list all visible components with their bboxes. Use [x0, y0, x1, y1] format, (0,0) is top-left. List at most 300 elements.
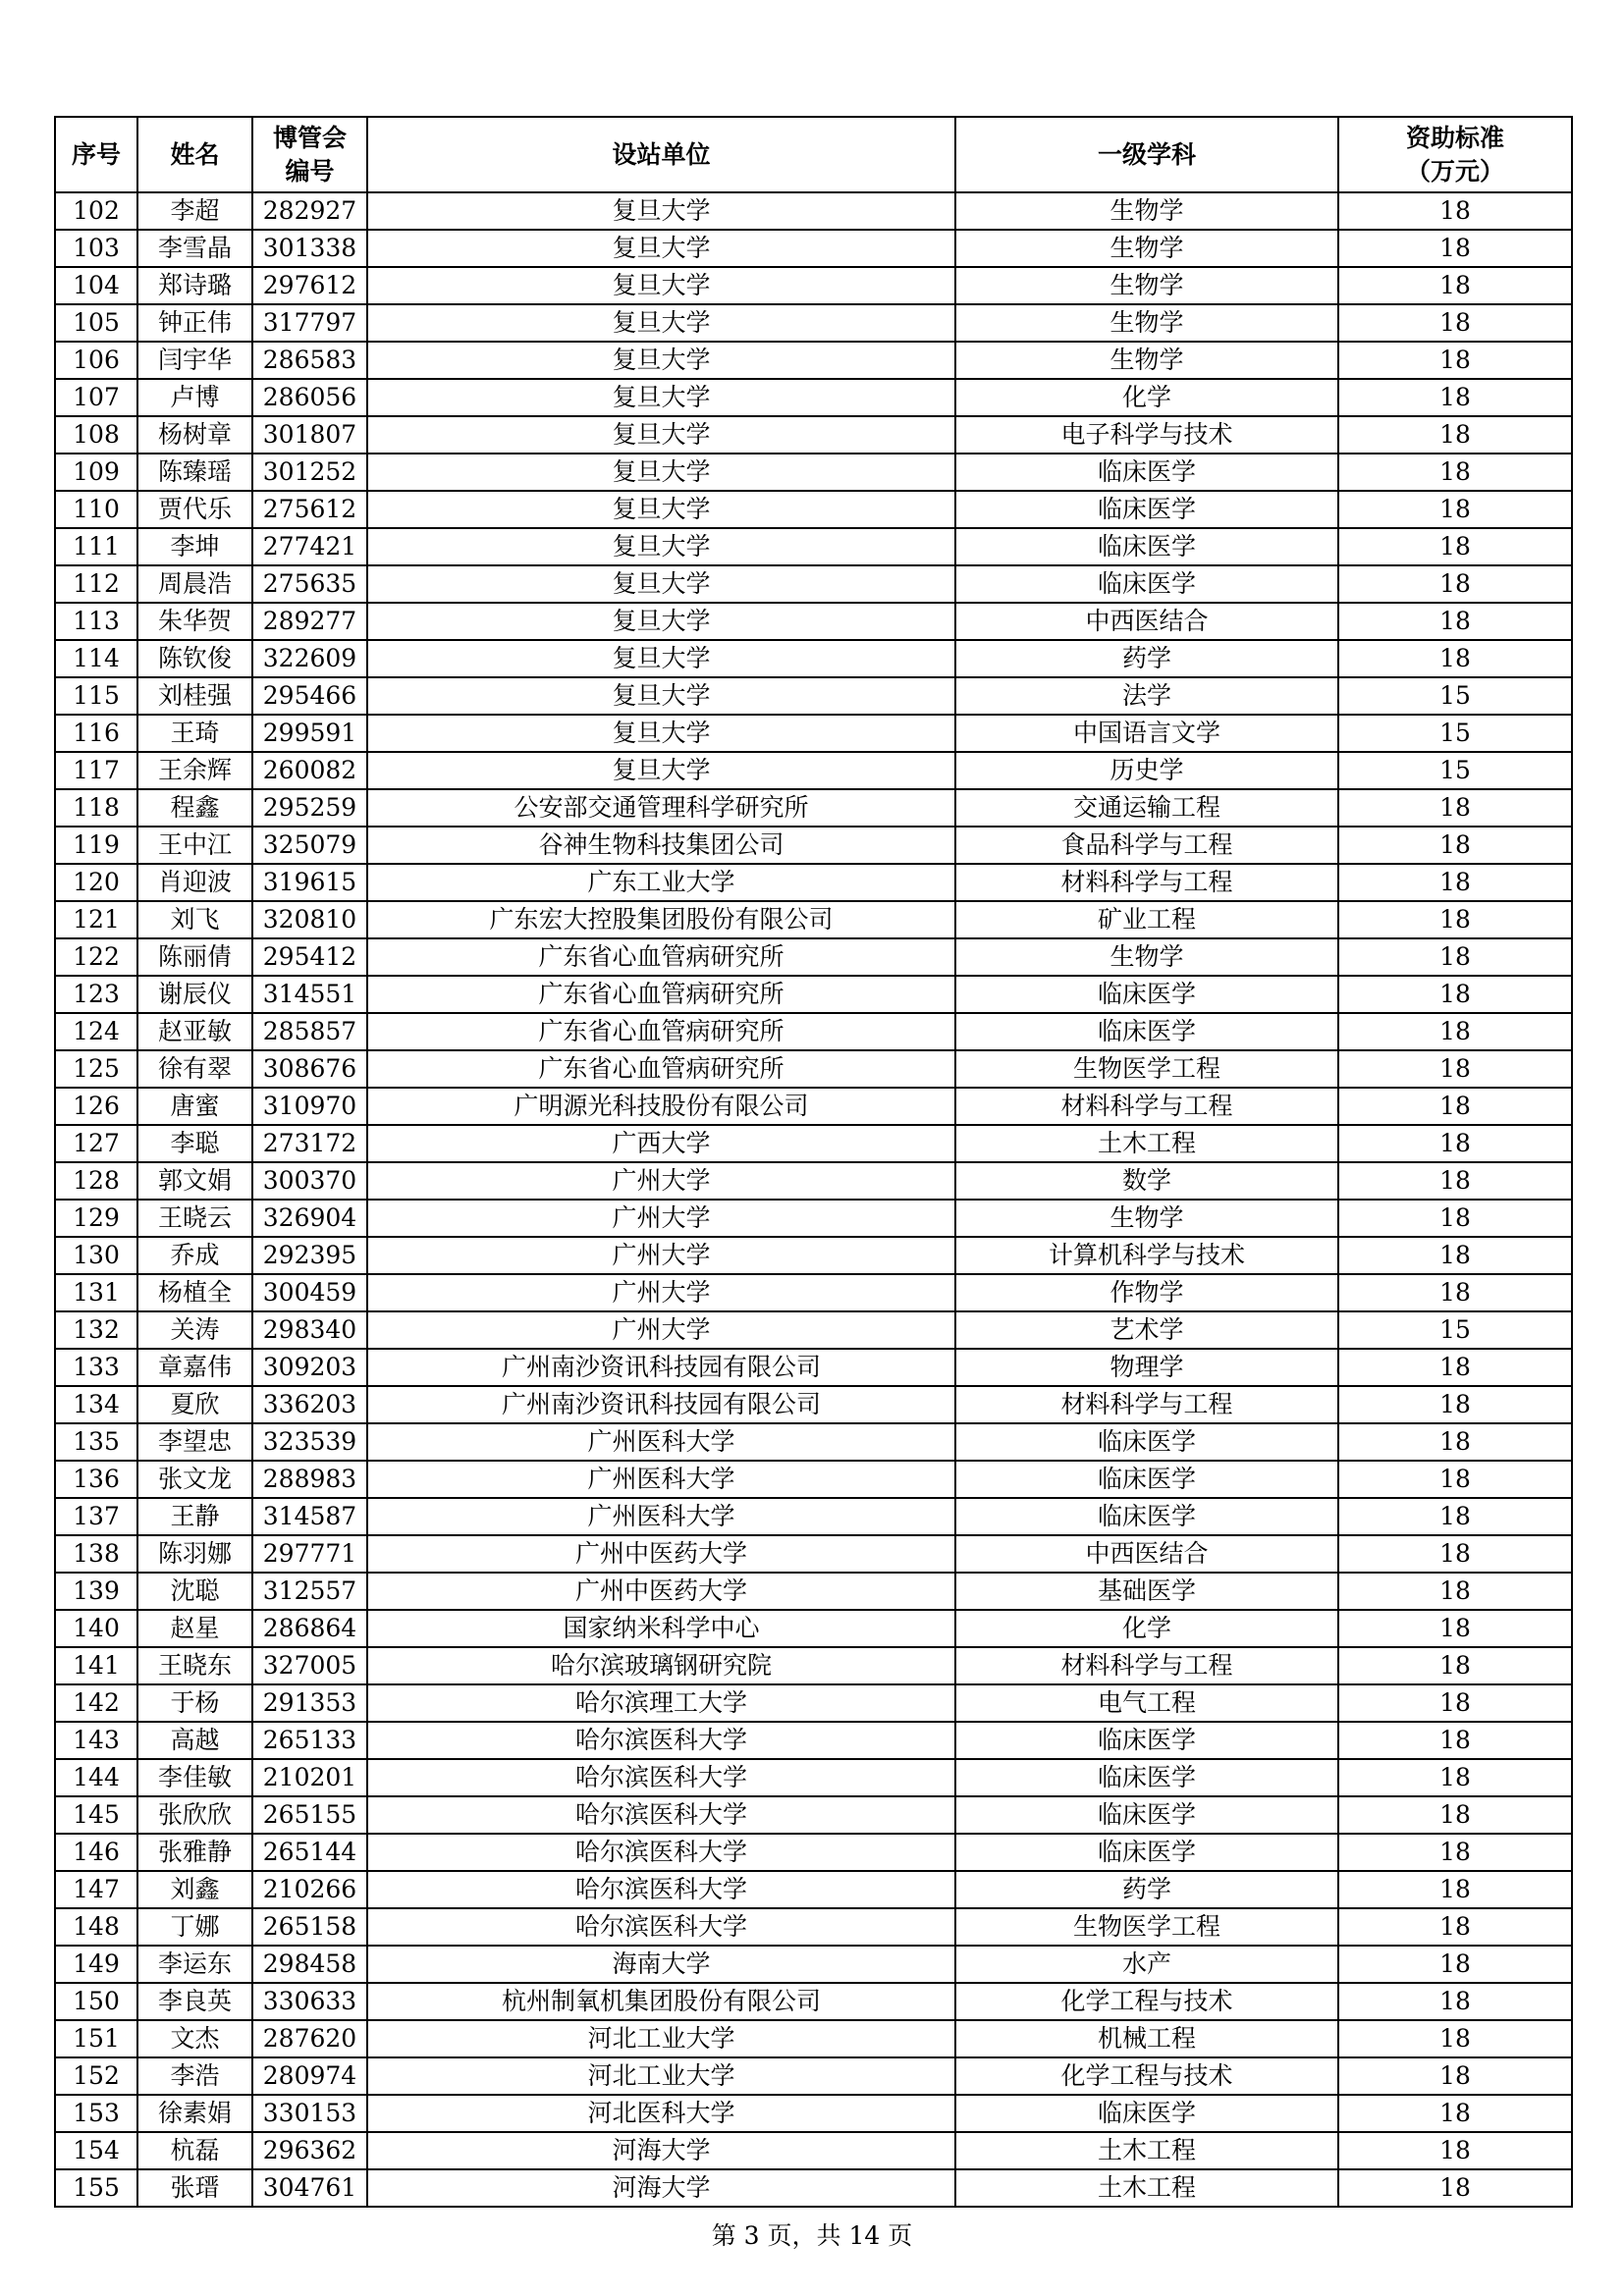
table-row — [55, 304, 1572, 342]
header-no: 序号 — [55, 117, 137, 192]
cell-funding: 18 — [1338, 1050, 1572, 1088]
cell-funding: 18 — [1338, 192, 1572, 230]
cell-id: 300459 — [252, 1274, 367, 1311]
table-row — [55, 230, 1572, 267]
cell-discipline: 中国语言文学 — [955, 715, 1338, 752]
cell-discipline: 临床医学 — [955, 1461, 1338, 1498]
table-row — [55, 2057, 1572, 2095]
cell-unit: 复旦大学 — [367, 715, 955, 752]
cell-name: 程鑫 — [137, 789, 252, 827]
table-row — [55, 1647, 1572, 1684]
cell-discipline: 中西医结合 — [955, 603, 1338, 640]
cell-no: 119 — [55, 827, 137, 864]
cell-unit: 复旦大学 — [367, 304, 955, 342]
cell-funding: 18 — [1338, 1722, 1572, 1759]
cell-funding: 18 — [1338, 2095, 1572, 2132]
cell-funding: 18 — [1338, 976, 1572, 1013]
cell-unit: 哈尔滨医科大学 — [367, 1834, 955, 1871]
cell-unit: 广东省心血管病研究所 — [367, 938, 955, 976]
cell-discipline: 材料科学与工程 — [955, 1088, 1338, 1125]
cell-funding: 18 — [1338, 827, 1572, 864]
cell-funding: 18 — [1338, 304, 1572, 342]
cell-funding: 15 — [1338, 1311, 1572, 1349]
cell-no: 116 — [55, 715, 137, 752]
cell-unit: 哈尔滨医科大学 — [367, 1908, 955, 1946]
table-row — [55, 379, 1572, 416]
cell-discipline: 化学 — [955, 1610, 1338, 1647]
table-row — [55, 1908, 1572, 1946]
cell-unit: 广州大学 — [367, 1162, 955, 1200]
cell-discipline: 机械工程 — [955, 2020, 1338, 2057]
cell-funding: 18 — [1338, 640, 1572, 677]
table-row — [55, 827, 1572, 864]
table-row — [55, 640, 1572, 677]
cell-name: 刘飞 — [137, 901, 252, 938]
cell-funding: 18 — [1338, 603, 1572, 640]
table-row — [55, 2020, 1572, 2057]
table-header — [55, 117, 1572, 192]
cell-id: 260082 — [252, 752, 367, 789]
cell-unit: 海南大学 — [367, 1946, 955, 1983]
cell-id: 265158 — [252, 1908, 367, 1946]
cell-name: 乔成 — [137, 1237, 252, 1274]
cell-no: 104 — [55, 267, 137, 304]
cell-discipline: 数学 — [955, 1162, 1338, 1200]
cell-id: 210266 — [252, 1871, 367, 1908]
cell-id: 286056 — [252, 379, 367, 416]
cell-id: 277421 — [252, 528, 367, 565]
cell-no: 151 — [55, 2020, 137, 2057]
cell-unit: 哈尔滨医科大学 — [367, 1759, 955, 1796]
cell-unit: 复旦大学 — [367, 528, 955, 565]
cell-unit: 国家纳米科学中心 — [367, 1610, 955, 1647]
cell-unit: 公安部交通管理科学研究所 — [367, 789, 955, 827]
cell-name: 李良英 — [137, 1983, 252, 2020]
cell-id: 296362 — [252, 2132, 367, 2169]
cell-funding: 18 — [1338, 789, 1572, 827]
cell-id: 312557 — [252, 1573, 367, 1610]
cell-name: 闫宇华 — [137, 342, 252, 379]
cell-name: 陈臻瑶 — [137, 454, 252, 491]
cell-discipline: 生物学 — [955, 267, 1338, 304]
cell-funding: 18 — [1338, 491, 1572, 528]
cell-unit: 河北工业大学 — [367, 2057, 955, 2095]
cell-id: 298340 — [252, 1311, 367, 1349]
cell-discipline: 水产 — [955, 1946, 1338, 1983]
cell-id: 265155 — [252, 1796, 367, 1834]
cell-name: 李坤 — [137, 528, 252, 565]
cell-id: 297771 — [252, 1535, 367, 1573]
header-id — [252, 117, 367, 192]
cell-id: 287620 — [252, 2020, 367, 2057]
cell-discipline: 临床医学 — [955, 1423, 1338, 1461]
table-row — [55, 789, 1572, 827]
header-unit: 设站单位 — [367, 117, 955, 192]
cell-discipline: 生物学 — [955, 192, 1338, 230]
cell-name: 刘鑫 — [137, 1871, 252, 1908]
cell-unit: 哈尔滨医科大学 — [367, 1871, 955, 1908]
cell-no: 123 — [55, 976, 137, 1013]
cell-id: 288983 — [252, 1461, 367, 1498]
cell-id: 300370 — [252, 1162, 367, 1200]
cell-no: 115 — [55, 677, 137, 715]
table-row — [55, 1349, 1572, 1386]
cell-id: 280974 — [252, 2057, 367, 2095]
table-row — [55, 1423, 1572, 1461]
funding-list-table — [54, 116, 1573, 2208]
cell-no: 126 — [55, 1088, 137, 1125]
cell-discipline: 土木工程 — [955, 2169, 1338, 2207]
cell-unit: 复旦大学 — [367, 230, 955, 267]
cell-name: 章嘉伟 — [137, 1349, 252, 1386]
cell-funding: 18 — [1338, 1834, 1572, 1871]
cell-unit: 广东省心血管病研究所 — [367, 1013, 955, 1050]
table-row — [55, 1125, 1572, 1162]
cell-no: 134 — [55, 1386, 137, 1423]
cell-no: 107 — [55, 379, 137, 416]
cell-funding: 18 — [1338, 1461, 1572, 1498]
cell-no: 121 — [55, 901, 137, 938]
table-row — [55, 1759, 1572, 1796]
cell-no: 102 — [55, 192, 137, 230]
cell-id: 330633 — [252, 1983, 367, 2020]
cell-id: 314551 — [252, 976, 367, 1013]
cell-no: 147 — [55, 1871, 137, 1908]
cell-name: 卢博 — [137, 379, 252, 416]
cell-discipline: 生物医学工程 — [955, 1050, 1338, 1088]
cell-discipline: 临床医学 — [955, 1796, 1338, 1834]
cell-id: 310970 — [252, 1088, 367, 1125]
cell-unit: 谷神生物科技集团公司 — [367, 827, 955, 864]
cell-funding: 18 — [1338, 230, 1572, 267]
table-row — [55, 1573, 1572, 1610]
cell-discipline: 临床医学 — [955, 491, 1338, 528]
cell-id: 299591 — [252, 715, 367, 752]
cell-discipline: 药学 — [955, 1871, 1338, 1908]
cell-discipline: 土木工程 — [955, 1125, 1338, 1162]
header-id-line1: 博管会 — [272, 123, 347, 152]
cell-discipline: 作物学 — [955, 1274, 1338, 1311]
cell-name: 刘桂强 — [137, 677, 252, 715]
cell-funding: 18 — [1338, 454, 1572, 491]
cell-no: 146 — [55, 1834, 137, 1871]
cell-name: 李运东 — [137, 1946, 252, 1983]
cell-discipline: 材料科学与工程 — [955, 1386, 1338, 1423]
cell-no: 153 — [55, 2095, 137, 2132]
cell-id: 295412 — [252, 938, 367, 976]
cell-no: 149 — [55, 1946, 137, 1983]
cell-id: 330153 — [252, 2095, 367, 2132]
cell-funding: 18 — [1338, 1759, 1572, 1796]
header-row — [55, 117, 1572, 192]
table-row — [55, 1088, 1572, 1125]
cell-discipline: 生物学 — [955, 938, 1338, 976]
cell-unit: 复旦大学 — [367, 192, 955, 230]
cell-unit: 复旦大学 — [367, 752, 955, 789]
cell-funding: 18 — [1338, 342, 1572, 379]
cell-discipline: 临床医学 — [955, 1759, 1338, 1796]
cell-no: 128 — [55, 1162, 137, 1200]
cell-funding: 18 — [1338, 2020, 1572, 2057]
cell-name: 陈丽倩 — [137, 938, 252, 976]
cell-name: 高越 — [137, 1722, 252, 1759]
cell-discipline: 临床医学 — [955, 1834, 1338, 1871]
cell-no: 132 — [55, 1311, 137, 1349]
cell-no: 155 — [55, 2169, 137, 2207]
table-row — [55, 1311, 1572, 1349]
cell-discipline: 电子科学与技术 — [955, 416, 1338, 454]
cell-name: 赵亚敏 — [137, 1013, 252, 1050]
cell-discipline: 材料科学与工程 — [955, 1647, 1338, 1684]
cell-discipline: 临床医学 — [955, 454, 1338, 491]
cell-funding: 18 — [1338, 1647, 1572, 1684]
cell-funding: 18 — [1338, 1983, 1572, 2020]
cell-no: 114 — [55, 640, 137, 677]
cell-discipline: 历史学 — [955, 752, 1338, 789]
cell-no: 108 — [55, 416, 137, 454]
table-row — [55, 1983, 1572, 2020]
cell-no: 145 — [55, 1796, 137, 1834]
header-id-line2: 编号 — [285, 156, 335, 186]
cell-discipline: 生物医学工程 — [955, 1908, 1338, 1946]
cell-discipline: 交通运输工程 — [955, 789, 1338, 827]
cell-id: 295466 — [252, 677, 367, 715]
cell-unit: 杭州制氧机集团股份有限公司 — [367, 1983, 955, 2020]
cell-unit: 复旦大学 — [367, 491, 955, 528]
cell-discipline: 化学 — [955, 379, 1338, 416]
cell-unit: 广东工业大学 — [367, 864, 955, 901]
cell-no: 148 — [55, 1908, 137, 1946]
cell-name: 郑诗璐 — [137, 267, 252, 304]
cell-no: 111 — [55, 528, 137, 565]
cell-unit: 复旦大学 — [367, 565, 955, 603]
cell-discipline: 临床医学 — [955, 1498, 1338, 1535]
cell-unit: 广州中医药大学 — [367, 1573, 955, 1610]
cell-discipline: 生物学 — [955, 1200, 1338, 1237]
cell-no: 129 — [55, 1200, 137, 1237]
cell-funding: 18 — [1338, 267, 1572, 304]
cell-name: 夏欣 — [137, 1386, 252, 1423]
cell-name: 李浩 — [137, 2057, 252, 2095]
cell-id: 295259 — [252, 789, 367, 827]
table-row — [55, 267, 1572, 304]
cell-id: 301252 — [252, 454, 367, 491]
cell-funding: 18 — [1338, 2057, 1572, 2095]
cell-name: 肖迎波 — [137, 864, 252, 901]
cell-no: 106 — [55, 342, 137, 379]
cell-funding: 18 — [1338, 1162, 1572, 1200]
cell-id: 298458 — [252, 1946, 367, 1983]
cell-name: 张瑨 — [137, 2169, 252, 2207]
cell-unit: 河海大学 — [367, 2132, 955, 2169]
table-row — [55, 1610, 1572, 1647]
cell-name: 关涛 — [137, 1311, 252, 1349]
cell-name: 杨树章 — [137, 416, 252, 454]
cell-discipline: 计算机科学与技术 — [955, 1237, 1338, 1274]
cell-unit: 广东省心血管病研究所 — [367, 976, 955, 1013]
cell-name: 杭磊 — [137, 2132, 252, 2169]
cell-id: 326904 — [252, 1200, 367, 1237]
cell-id: 285857 — [252, 1013, 367, 1050]
table-row — [55, 1946, 1572, 1983]
cell-discipline: 临床医学 — [955, 976, 1338, 1013]
cell-unit: 哈尔滨医科大学 — [367, 1722, 955, 1759]
cell-name: 赵星 — [137, 1610, 252, 1647]
table-row — [55, 192, 1572, 230]
table-row — [55, 864, 1572, 901]
cell-no: 131 — [55, 1274, 137, 1311]
cell-funding: 18 — [1338, 528, 1572, 565]
cell-name: 李雪晶 — [137, 230, 252, 267]
cell-no: 122 — [55, 938, 137, 976]
cell-funding: 18 — [1338, 379, 1572, 416]
cell-name: 李超 — [137, 192, 252, 230]
cell-id: 309203 — [252, 1349, 367, 1386]
cell-discipline: 法学 — [955, 677, 1338, 715]
cell-no: 142 — [55, 1684, 137, 1722]
cell-id: 265144 — [252, 1834, 367, 1871]
cell-no: 118 — [55, 789, 137, 827]
cell-no: 133 — [55, 1349, 137, 1386]
table-row — [55, 1274, 1572, 1311]
cell-discipline: 生物学 — [955, 342, 1338, 379]
cell-discipline: 化学工程与技术 — [955, 2057, 1338, 2095]
cell-discipline: 土木工程 — [955, 2132, 1338, 2169]
cell-id: 336203 — [252, 1386, 367, 1423]
table-row — [55, 1535, 1572, 1573]
table-row — [55, 1162, 1572, 1200]
cell-no: 120 — [55, 864, 137, 901]
cell-discipline: 电气工程 — [955, 1684, 1338, 1722]
cell-discipline: 中西医结合 — [955, 1535, 1338, 1573]
table-body — [55, 192, 1572, 2207]
cell-id: 322609 — [252, 640, 367, 677]
cell-name: 李佳敏 — [137, 1759, 252, 1796]
cell-funding: 18 — [1338, 565, 1572, 603]
cell-no: 105 — [55, 304, 137, 342]
cell-unit: 广明源光科技股份有限公司 — [367, 1088, 955, 1125]
table-row — [55, 1722, 1572, 1759]
cell-discipline: 生物学 — [955, 230, 1338, 267]
table-row — [55, 491, 1572, 528]
cell-discipline: 基础医学 — [955, 1573, 1338, 1610]
cell-id: 275612 — [252, 491, 367, 528]
cell-no: 140 — [55, 1610, 137, 1647]
cell-no: 141 — [55, 1647, 137, 1684]
table-row — [55, 342, 1572, 379]
cell-unit: 哈尔滨医科大学 — [367, 1796, 955, 1834]
cell-discipline: 材料科学与工程 — [955, 864, 1338, 901]
cell-no: 152 — [55, 2057, 137, 2095]
cell-id: 210201 — [252, 1759, 367, 1796]
cell-funding: 18 — [1338, 938, 1572, 976]
table-row — [55, 416, 1572, 454]
cell-discipline: 临床医学 — [955, 1722, 1338, 1759]
table-row — [55, 454, 1572, 491]
cell-discipline: 临床医学 — [955, 528, 1338, 565]
cell-unit: 广东省心血管病研究所 — [367, 1050, 955, 1088]
cell-id: 325079 — [252, 827, 367, 864]
cell-no: 143 — [55, 1722, 137, 1759]
cell-no: 117 — [55, 752, 137, 789]
cell-name: 张文龙 — [137, 1461, 252, 1498]
header-funding-line2: （万元） — [1405, 156, 1504, 186]
cell-id: 327005 — [252, 1647, 367, 1684]
cell-unit: 广州大学 — [367, 1274, 955, 1311]
cell-unit: 广州南沙资讯科技园有限公司 — [367, 1349, 955, 1386]
cell-no: 127 — [55, 1125, 137, 1162]
cell-funding: 18 — [1338, 1908, 1572, 1946]
cell-discipline: 化学工程与技术 — [955, 1983, 1338, 2020]
cell-id: 301807 — [252, 416, 367, 454]
table-row — [55, 2132, 1572, 2169]
cell-name: 王中江 — [137, 827, 252, 864]
cell-unit: 广西大学 — [367, 1125, 955, 1162]
cell-funding: 18 — [1338, 1386, 1572, 1423]
cell-funding: 18 — [1338, 864, 1572, 901]
cell-funding: 18 — [1338, 1088, 1572, 1125]
cell-name: 徐有翠 — [137, 1050, 252, 1088]
cell-unit: 广州大学 — [367, 1200, 955, 1237]
cell-funding: 15 — [1338, 677, 1572, 715]
cell-name: 李望忠 — [137, 1423, 252, 1461]
table-row — [55, 1498, 1572, 1535]
cell-funding: 15 — [1338, 752, 1572, 789]
cell-name: 沈聪 — [137, 1573, 252, 1610]
cell-discipline: 生物学 — [955, 304, 1338, 342]
header-discipline: 一级学科 — [955, 117, 1338, 192]
cell-funding: 18 — [1338, 1125, 1572, 1162]
cell-funding: 18 — [1338, 1013, 1572, 1050]
cell-unit: 广东宏大控股集团股份有限公司 — [367, 901, 955, 938]
cell-no: 112 — [55, 565, 137, 603]
cell-id: 320810 — [252, 901, 367, 938]
cell-funding: 18 — [1338, 2132, 1572, 2169]
cell-name: 郭文娟 — [137, 1162, 252, 1200]
cell-funding: 18 — [1338, 1871, 1572, 1908]
cell-name: 徐素娟 — [137, 2095, 252, 2132]
cell-funding: 18 — [1338, 1946, 1572, 1983]
cell-no: 150 — [55, 1983, 137, 2020]
cell-no: 110 — [55, 491, 137, 528]
cell-id: 291353 — [252, 1684, 367, 1722]
table-row — [55, 1834, 1572, 1871]
table-row — [55, 938, 1572, 976]
cell-discipline: 物理学 — [955, 1349, 1338, 1386]
cell-name: 贾代乐 — [137, 491, 252, 528]
cell-name: 钟正伟 — [137, 304, 252, 342]
cell-unit: 复旦大学 — [367, 603, 955, 640]
cell-unit: 哈尔滨理工大学 — [367, 1684, 955, 1722]
header-funding — [1338, 117, 1572, 192]
cell-funding: 18 — [1338, 2169, 1572, 2207]
cell-name: 陈羽娜 — [137, 1535, 252, 1573]
cell-unit: 广州南沙资讯科技园有限公司 — [367, 1386, 955, 1423]
cell-id: 301338 — [252, 230, 367, 267]
cell-id: 292395 — [252, 1237, 367, 1274]
cell-name: 王琦 — [137, 715, 252, 752]
cell-name: 唐蜜 — [137, 1088, 252, 1125]
cell-funding: 18 — [1338, 1610, 1572, 1647]
cell-discipline: 临床医学 — [955, 1013, 1338, 1050]
table-row — [55, 1461, 1572, 1498]
header-name: 姓名 — [137, 117, 252, 192]
table-row — [55, 603, 1572, 640]
table-row — [55, 1237, 1572, 1274]
table-row — [55, 2169, 1572, 2207]
cell-unit: 广州医科大学 — [367, 1423, 955, 1461]
cell-no: 154 — [55, 2132, 137, 2169]
